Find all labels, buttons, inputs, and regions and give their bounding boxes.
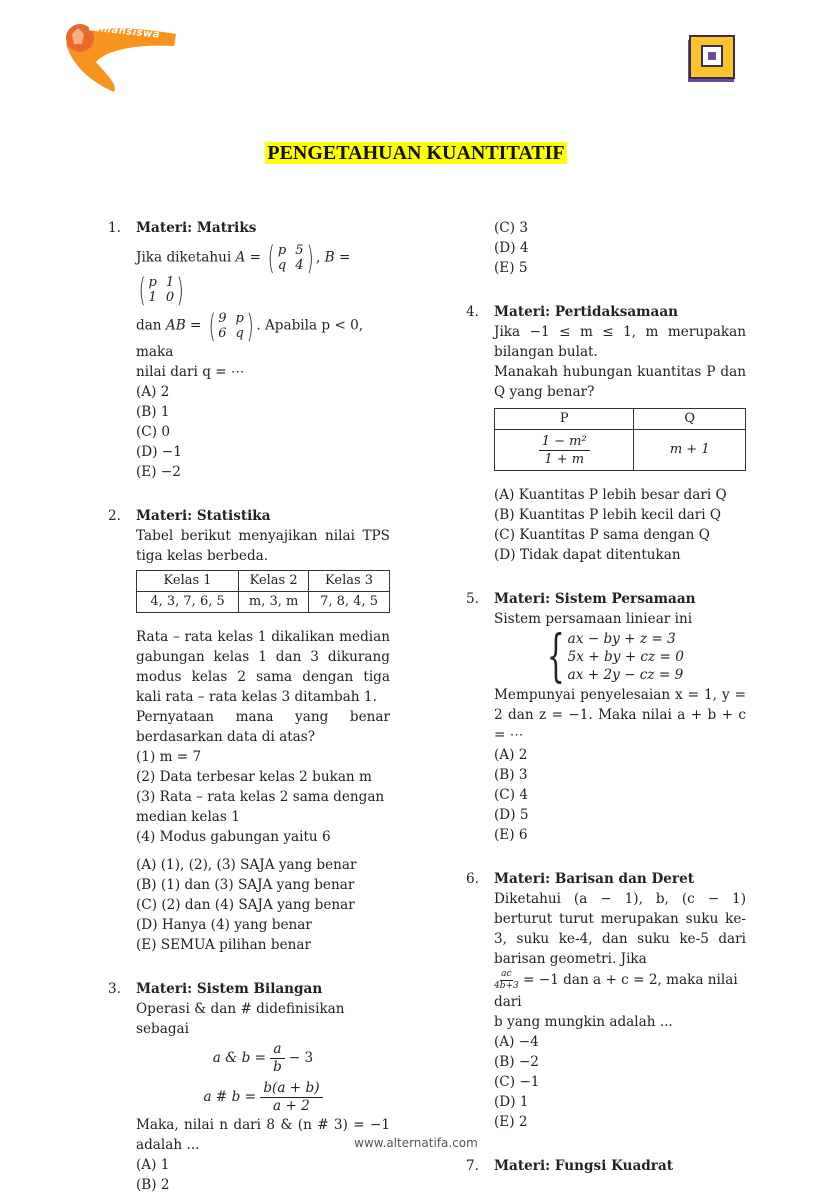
option-a[interactable]: (A) (1), (2), (3) SAJA yang benar xyxy=(136,857,357,873)
table-cell: 4, 3, 7, 6, 5 xyxy=(137,592,239,613)
tps-table xyxy=(136,570,390,613)
question-intro: Operasi & dan # didefinisikan sebagai xyxy=(136,1001,345,1037)
matrix-B: ( p 1 1 0 ) xyxy=(138,271,184,309)
option-a[interactable]: (A) −4 xyxy=(494,1034,539,1050)
question-prompt: Maka, nilai n dari 8 & (n # 3) = −1 adalah ... xyxy=(136,1117,390,1153)
option-e[interactable]: (E) 5 xyxy=(494,260,528,276)
option-b[interactable]: (B) −2 xyxy=(494,1054,539,1070)
statement-list xyxy=(136,747,390,847)
equation: 5x + by + cz = 0 xyxy=(567,649,684,665)
option-d[interactable]: (D) −1 xyxy=(136,444,182,460)
question-3-continued xyxy=(494,218,746,278)
question-number: 4. xyxy=(466,304,479,320)
matrix-line-1: Jika diketahui A = ( p 5 q 4 ) , B = ( p 1 1 0 ) xyxy=(136,239,351,309)
question-number: 1. xyxy=(108,220,121,236)
option-list xyxy=(494,485,746,565)
option-d[interactable]: (D) Tidak dapat ditentukan xyxy=(494,547,681,563)
question-2 xyxy=(108,506,390,955)
option-b[interactable]: (B) 1 xyxy=(136,404,170,420)
statement-item: (1) m = 7 xyxy=(136,749,202,765)
option-d[interactable]: (D) 4 xyxy=(494,240,529,256)
question-4 xyxy=(466,302,746,565)
option-c[interactable]: (C) 3 xyxy=(494,220,528,236)
question-6 xyxy=(466,869,746,1132)
question-heading: Materi: Statistika xyxy=(136,508,271,524)
question-heading: Materi: Sistem Persamaan xyxy=(494,591,696,607)
option-list xyxy=(136,382,390,482)
option-a[interactable]: (A) Kuantitas P lebih besar dari Q xyxy=(494,487,727,503)
option-b[interactable]: (B) 3 xyxy=(494,767,528,783)
statement-item: (2) Data terbesar kelas 2 bukan m xyxy=(136,769,372,785)
question-number: 2. xyxy=(108,508,121,524)
option-c[interactable]: (C) −1 xyxy=(494,1074,540,1090)
option-d[interactable]: (D) Hanya (4) yang benar xyxy=(136,917,312,933)
table-cell: m, 3, m xyxy=(239,592,309,613)
equation: ax + 2y − cz = 9 xyxy=(567,667,684,683)
quantity-table xyxy=(494,408,746,471)
option-d[interactable]: (D) 5 xyxy=(494,807,529,823)
matrix-AB: ( 9 p 6 q ) xyxy=(208,307,254,345)
definition-2: a # b = $\frac{b(a + b)}{a + 2}$ xyxy=(136,1080,390,1115)
option-e[interactable]: (E) −2 xyxy=(136,464,181,480)
question-number: 7. xyxy=(466,1158,479,1174)
question-intro: Jika −1 ≤ m ≤ 1, m merupakan bilangan bulat. xyxy=(494,324,746,360)
footer-url[interactable]: www.alternatifa.com xyxy=(354,1136,478,1150)
question-prompt: Pernyataan mana yang benar berdasarkan data di atas? xyxy=(136,709,390,745)
question-paragraph: Rata – rata kelas 1 dikalikan median gabungan kelas 1 dan 3 dikurang modus kelas 2 sama dengan tiga kali rata – rata kelas 3 ditambah 1. xyxy=(136,629,390,705)
option-a[interactable]: (A) 2 xyxy=(494,747,528,763)
statement-item: (4) Modus gabungan yaitu 6 xyxy=(136,829,331,845)
table-header: P xyxy=(495,409,634,430)
option-list xyxy=(136,1155,390,1195)
question-heading: Materi: Pertidaksamaan xyxy=(494,304,679,320)
option-b[interactable]: (B) Kuantitas P lebih kecil dari Q xyxy=(494,507,722,523)
question-heading: Materi: Fungsi Kuadrat xyxy=(494,1158,674,1174)
question-intro: Diketahui (a − 1), b, (c − 1) berturut turut merupakan suku ke-3, suku ke-4, dan suku ke-5 dari barisan geometri. Jika xyxy=(494,891,746,967)
question-number: 6. xyxy=(466,871,479,887)
question-3 xyxy=(108,979,390,1195)
option-e[interactable]: (E) 6 xyxy=(494,827,528,843)
statement-item: (3) Rata – rata kelas 2 sama dengan median kelas 1 xyxy=(136,789,385,825)
option-list xyxy=(494,1032,746,1132)
option-a[interactable]: (A) 1 xyxy=(136,1157,170,1173)
matrix-line-2: dan AB = ( 9 p 6 q ) . Apabila p < 0, maka xyxy=(136,307,364,360)
question-prompt: b yang mungkin adalah ... xyxy=(494,1014,673,1030)
table-cell: m + 1 xyxy=(634,430,746,471)
option-d[interactable]: (D) 1 xyxy=(494,1094,529,1110)
question-intro: Tabel berikut menyajikan nilai TPS tiga kelas berbeda. xyxy=(136,528,390,564)
table-header: Kelas 3 xyxy=(309,571,390,592)
option-c[interactable]: (C) (2) dan (4) SAJA yang benar xyxy=(136,897,355,913)
equation-system: { ax − by + z = 3 5x + by + cz = 0 ax + 2y − cz = 9 xyxy=(546,624,684,689)
table-cell: $\frac{\text{1 − m²}}{1 + m}$ xyxy=(495,430,634,471)
question-heading: Materi: Matriks xyxy=(136,220,257,236)
option-b[interactable]: (B) 2 xyxy=(136,1177,170,1193)
logo-text: tamansiswa xyxy=(87,22,161,41)
question-7 xyxy=(466,1156,746,1176)
option-c[interactable]: (C) Kuantitas P sama dengan Q xyxy=(494,527,710,543)
table-header: Q xyxy=(634,409,746,430)
option-e[interactable]: (E) 2 xyxy=(494,1114,528,1130)
option-c[interactable]: (C) 0 xyxy=(136,424,170,440)
question-prompt: Mempunyai penyelesaian x = 1, y = 2 dan z = −1. Maka nilai a + b + c = ⋯ xyxy=(494,687,746,743)
question-intro: Sistem persamaan liniear ini xyxy=(494,611,693,627)
option-e[interactable]: (E) SEMUA pilihan benar xyxy=(136,937,311,953)
bookmark-icon xyxy=(686,32,738,84)
right-column xyxy=(466,218,746,1176)
option-b[interactable]: (B) (1) dan (3) SAJA yang benar xyxy=(136,877,355,893)
left-column xyxy=(108,218,390,1195)
page-title: PENGETAHUAN KUANTITATIF xyxy=(267,142,565,164)
question-prompt: nilai dari q = ⋯ xyxy=(136,364,245,380)
question-heading: Materi: Barisan dan Deret xyxy=(494,871,695,887)
question-prompt: Manakah hubungan kuantitas P dan Q yang benar? xyxy=(494,364,746,400)
option-c[interactable]: (C) 4 xyxy=(494,787,528,803)
question-number: 5. xyxy=(466,591,479,607)
matrix-A: ( p 5 q 4 ) xyxy=(268,239,314,277)
question-number: 3. xyxy=(108,981,121,997)
option-a[interactable]: (A) 2 xyxy=(136,384,170,400)
option-list xyxy=(136,855,390,955)
equation: ax − by + z = 3 xyxy=(567,631,676,647)
table-header: Kelas 2 xyxy=(239,571,309,592)
question-5 xyxy=(466,589,746,845)
table-header: Kelas 1 xyxy=(137,571,239,592)
condition-line: $\frac{ac}{4b+3}$ = −1 dan a + c = 2, maka nilai dari xyxy=(494,969,738,1010)
option-list xyxy=(494,745,746,845)
definition-1: a & b = $\frac{a}{b}$ − 3 xyxy=(212,1041,314,1075)
question-1 xyxy=(108,218,390,482)
question-heading: Materi: Sistem Bilangan xyxy=(136,981,323,997)
table-cell: 7, 8, 4, 5 xyxy=(309,592,390,613)
